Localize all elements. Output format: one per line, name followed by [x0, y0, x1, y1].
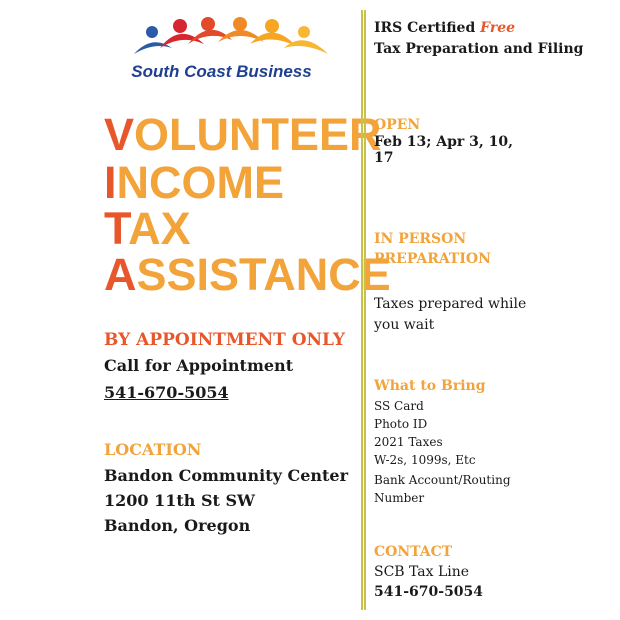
headline-initial: A [104, 249, 137, 300]
bring-item: W-2s, 1099s, Etc [374, 453, 476, 467]
headline-rest: OLUNTEER [134, 109, 382, 160]
headline-initial: V [104, 109, 135, 160]
headline-volunteer [104, 109, 382, 160]
intro-rest: Tax Preparation and Filing [374, 41, 584, 57]
location-line: 1200 11th St SW [104, 491, 255, 510]
headline-rest: AX [128, 203, 191, 254]
contact-phone[interactable]: 541-670-5054 [374, 584, 484, 600]
bring-item: SS Card [374, 399, 424, 413]
location-line: Bandon, Oregon [104, 516, 251, 535]
bring-heading: What to Bring [374, 378, 486, 394]
in-person-heading: IN PERSON PREPARATION [374, 231, 491, 267]
bring-item: Bank Account/Routing Number [374, 473, 511, 505]
logo-people-icon [132, 14, 332, 62]
in-person-text: Taxes prepared while you wait [374, 296, 527, 333]
logo [132, 14, 332, 62]
intro-prefix: IRS Certified [374, 20, 481, 36]
headline-income [104, 157, 285, 208]
headline-initial: I [104, 157, 117, 208]
intro-free: Free [480, 20, 516, 36]
open-heading: OPEN [374, 117, 421, 133]
headline-rest: NCOME [116, 157, 285, 208]
appointment-phone-link[interactable]: 541-670-5054 [104, 383, 229, 402]
contact-name: SCB Tax Line [374, 564, 470, 580]
contact-heading: CONTACT [374, 544, 453, 560]
location-heading: LOCATION [104, 440, 202, 459]
appointment-heading: BY APPOINTMENT ONLY [104, 330, 346, 350]
bring-item: Photo ID [374, 417, 428, 431]
column-divider [361, 10, 366, 610]
headline-initial: T [104, 203, 129, 254]
headline-assistance [104, 249, 391, 300]
headline-tax [104, 203, 191, 254]
bring-item: 2021 Taxes [374, 435, 443, 449]
appointment-call-text: Call for Appointment [104, 356, 294, 375]
logo-text: South Coast Business [131, 62, 312, 81]
open-dates: Feb 13; Apr 3, 10, 17 [374, 134, 514, 166]
location-line: Bandon Community Center [104, 466, 348, 485]
headline-rest: SSISTANCE [136, 249, 391, 300]
intro-text [374, 18, 610, 60]
